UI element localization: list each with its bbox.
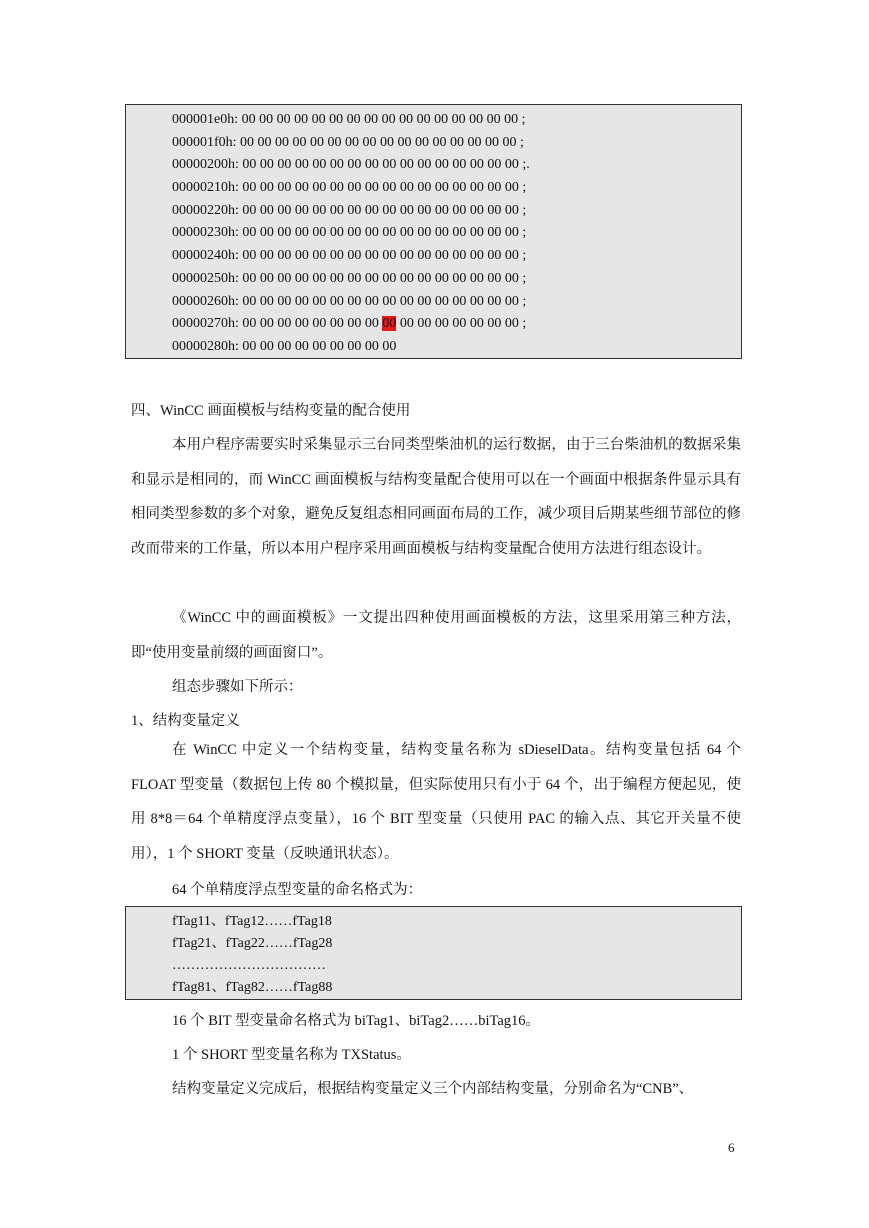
hex-line: 000001e0h: 00 00 00 00 00 00 00 00 00 00 00 00 00 00 00 00 ; [172,112,526,127]
hex-suffix: 00 00 00 00 00 00 00 ; [396,316,527,332]
paragraph-1: 本用户程序需要实时采集显示三台同类型柴油机的运行数据，由于三台柴油机的数据采集和显示是相同的，而 WinCC 画面模板与结构变量配合使用可以在一个画面中根据条件显示具有相同类型参数的多个对象，避免反复组态相同画面布局的工作，减少项目后期某些细节部位的修改而带来的工作量，所以本用户程序采用画面模板与结构变量配合使用方法进行组态设计。 [131,437,741,558]
hex-line-highlighted [126,313,741,336]
hex-line: 00000250h: 00 00 00 00 00 00 00 00 00 00 00 00 00 00 00 00 ; [172,270,527,286]
float-names-box [125,906,742,1000]
float-name-line: fTag21、fTag22……fTag28 [172,936,333,951]
last-line: 结构变量定义完成后，根据结构变量定义三个内部结构变量，分别命名为“CNB”、 [172,1081,694,1097]
hex-line: 00000200h: 00 00 00 00 00 00 00 00 00 00 00 00 00 00 00 00 ;. [172,157,530,173]
hex-line: 00000210h: 00 00 00 00 00 00 00 00 00 00 00 00 00 00 00 00 ; [172,180,527,196]
highlighted-byte: 00 [382,316,397,332]
float-name-line: …………………………… [172,958,326,973]
short-naming: 1 个 SHORT 型变量名称为 TXStatus。 [172,1047,411,1063]
section-heading: 四、WinCC 画面模板与结构变量的配合使用 [131,403,411,419]
hex-line: 00000230h: 00 00 00 00 00 00 00 00 00 00 00 00 00 00 00 00 ; [172,225,527,241]
float-name-line: fTag81、fTag82……fTag88 [172,980,333,995]
steps-intro: 组态步骤如下所示： [172,679,303,695]
hex-line: 00000220h: 00 00 00 00 00 00 00 00 00 00 00 00 00 00 00 00 ; [172,202,527,218]
hex-line: 00000240h: 00 00 00 00 00 00 00 00 00 00 00 00 00 00 00 00 ; [172,248,527,264]
page-number: 6 [728,1140,735,1155]
bit-naming: 16 个 BIT 型变量命名格式为 biTag1、biTag2……biTag16。 [172,1013,541,1029]
hex-dump-box [125,104,742,359]
step1-heading: 1、结构变量定义 [131,713,240,729]
float-naming-intro: 64 个单精度浮点型变量的命名格式为： [172,882,423,898]
hex-line: 00000260h: 00 00 00 00 00 00 00 00 00 00 00 00 00 00 00 00 ; [172,293,527,309]
paragraph-2: 《WinCC 中的画面模板》一文提出四种使用画面模板的方法，这里采用第三种方法，即“使用变量前缀的画面窗口”。 [131,610,741,661]
hex-line: 000001f0h: 00 00 00 00 00 00 00 00 00 00 00 00 00 00 00 00 ; [172,134,524,150]
hex-line-last: 00000280h: 00 00 00 00 00 00 00 00 00 [172,338,397,354]
float-name-line: fTag11、fTag12……fTag18 [172,914,332,929]
paragraph-3: 在 WinCC 中定义一个结构变量，结构变量名称为 sDieselData。结构变量包括 64 个 FLOAT 型变量（数据包上传 80 个模拟量，但实际使用只有小于 64 个，出于编程方便起见，使用 8*8＝64 个单精度浮点变量），16 个 BIT 型变量（只使用 PAC 的输入点、其它开关量不使用），1 个 SHORT 变量（反映通讯状态）。 [131,742,741,863]
hex-prefix: 00000270h: 00 00 00 00 00 00 00 00 [172,316,383,332]
